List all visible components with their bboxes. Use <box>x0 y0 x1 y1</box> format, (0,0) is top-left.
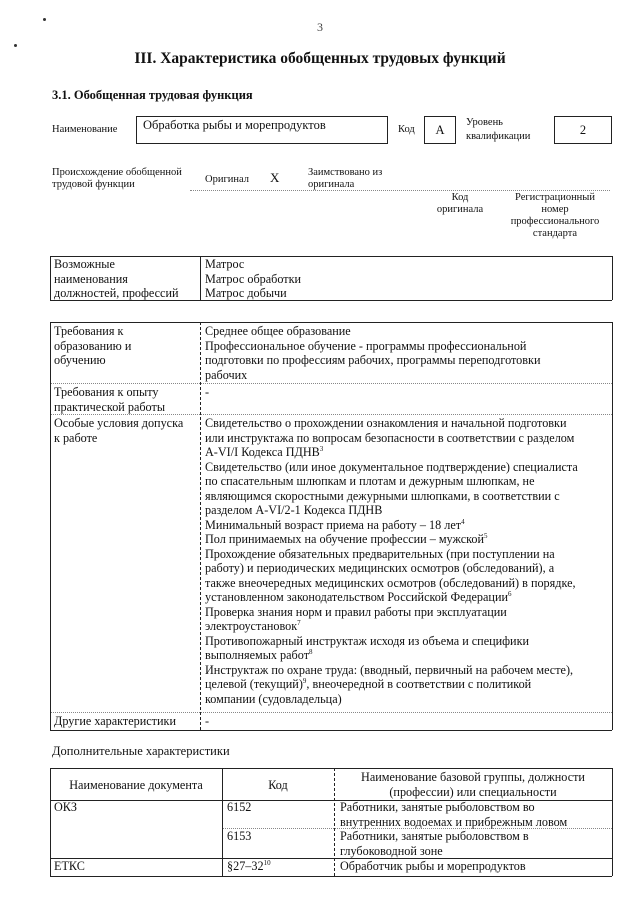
position-item: Матрос <box>205 257 245 271</box>
col-name-header-line: Наименование базовой группы, должности <box>361 770 585 784</box>
original-mark: X <box>270 170 280 185</box>
page-number: 3 <box>317 20 323 34</box>
origin-label <box>52 167 182 191</box>
additional-table-bottom <box>50 876 612 877</box>
registration-line: стандарта <box>532 228 578 239</box>
education-label-line: образованию и <box>54 338 132 353</box>
special-conditions-label <box>54 416 183 445</box>
special-condition-text: Прохождение обязательных предварительных (при поступлении на <box>205 546 555 561</box>
okz-name-line: Работники, занятые рыболовством в <box>340 829 529 843</box>
okz-name-line: Работники, занятые рыболовством во <box>340 800 535 814</box>
name-label: Наименование <box>52 124 118 135</box>
registration-number-label <box>500 192 610 240</box>
special-condition-line <box>205 445 610 460</box>
function-name-value: Обработка рыбы и морепродуктов <box>143 118 326 132</box>
additional-title: Дополнительные характеристики <box>52 744 230 758</box>
okz-name-line: глубоководной зоне <box>340 843 443 858</box>
special-condition-line <box>205 605 610 620</box>
positions-label <box>54 257 179 301</box>
special-condition-line <box>205 590 610 605</box>
experience-label-line: Требования к опыту <box>54 385 159 399</box>
col-code-header: Код <box>268 778 288 792</box>
special-condition-line <box>205 431 610 446</box>
function-name-field <box>136 116 388 144</box>
code-label: Код <box>398 124 415 135</box>
special-condition-text: работу) и периодических медицинских осмотров (обследований), а <box>205 561 555 575</box>
special-condition-line <box>205 460 610 475</box>
section-title: III. Характеристика обобщенных трудовых функций <box>134 50 506 67</box>
positions-list <box>205 257 301 301</box>
borrowed-label-line: оригинала <box>308 179 355 190</box>
special-condition-text: являющимся скоростными дежурными шлюпками, в соответствии с <box>205 488 560 503</box>
col-document-header: Наименование документа <box>69 778 203 792</box>
etks-footnote: 10 <box>263 858 271 867</box>
etks-name: Обработчик рыбы и морепродуктов <box>340 859 526 873</box>
okz-code: 6153 <box>227 829 252 843</box>
education-line: Среднее общее образование <box>205 324 351 338</box>
okz-name <box>340 800 567 829</box>
special-condition-text: Проверка знания норм и правил работы при эксплуатации <box>205 604 507 619</box>
registration-line: Регистрационный <box>515 192 595 203</box>
requirements-row-separator <box>50 414 612 415</box>
special-condition-text: Инструктаж по охране труда: (вводный, первичный на рабочем месте), <box>205 662 574 677</box>
special-condition-line <box>205 547 610 562</box>
okz-code: 6152 <box>227 800 252 814</box>
other-characteristics-value: - <box>205 714 210 728</box>
origin-separator <box>190 190 610 191</box>
requirements-table-right <box>612 322 613 730</box>
special-condition-text: A-VI/I Кодекса ПДНВ <box>205 445 320 459</box>
level-label-line: Уровень <box>466 117 503 128</box>
footnote-ref: 8 <box>309 647 313 656</box>
special-condition-text: также внеочередных медицинских осмотров (обследований) в порядке, <box>205 575 576 590</box>
special-condition-text: по спасательным шлюпкам и плотам и дежурным шлюпкам, не <box>205 474 535 488</box>
special-condition-line <box>205 416 610 431</box>
special-condition-line <box>205 503 610 518</box>
education-label-line: обучению <box>54 353 106 367</box>
special-condition-line <box>205 619 610 634</box>
special-condition-text: или инструктажа по вопросам безопасности в соответствии с разделом <box>205 430 575 445</box>
experience-value: - <box>205 385 210 399</box>
borrowed-label-line: Заимствовано из <box>308 167 383 178</box>
level-value: 2 <box>579 123 587 137</box>
experience-label <box>54 385 165 414</box>
footnote-ref: 7 <box>297 618 301 627</box>
special-condition-text: , внеочередной в соответствии с политикой <box>306 677 532 691</box>
additional-table-right <box>612 768 613 876</box>
additional-row-separator <box>50 858 612 859</box>
origin-label-line: Происхождение обобщенной <box>52 167 182 178</box>
original-label: Оригинал <box>205 174 249 185</box>
special-condition-text: выполняемых работ <box>205 648 310 662</box>
special-condition-text: Пол принимаемых на обучение профессии – мужской <box>205 532 485 546</box>
original-code-label <box>430 192 490 216</box>
etks-code <box>227 859 271 874</box>
special-condition-text: электроустановок <box>205 619 298 633</box>
education-label-line: Требования к <box>54 324 124 338</box>
additional-table-top <box>50 768 612 769</box>
okz-label: ОКЗ <box>54 800 78 814</box>
positions-label-line: наименования <box>54 271 128 286</box>
level-field <box>554 116 612 144</box>
code-value: A <box>435 123 445 137</box>
requirements-table-top <box>50 322 612 323</box>
special-condition-line <box>205 532 610 547</box>
special-condition-line <box>205 561 610 576</box>
original-code-line: оригинала <box>436 204 484 215</box>
special-condition-text: целевой (текущий) <box>205 677 303 691</box>
special-condition-line <box>205 677 610 692</box>
borrowed-label <box>308 167 382 191</box>
special-condition-text: Свидетельство (или иное документальное подтверждение) специалиста <box>205 459 578 474</box>
registration-line: профессионального <box>510 216 600 227</box>
registration-line: номер <box>541 204 569 215</box>
positions-label-line: Возможные <box>54 257 115 271</box>
requirements-row-separator <box>50 383 612 384</box>
footnote-ref: 3 <box>319 444 324 453</box>
special-condition-line <box>205 663 610 678</box>
special-conditions-list <box>205 416 610 706</box>
origin-label-line: трудовой функции <box>52 179 135 190</box>
positions-table-right <box>612 256 613 300</box>
special-condition-line <box>205 692 610 707</box>
special-condition-line <box>205 576 610 591</box>
positions-label-line: должностей, профессий <box>54 286 179 300</box>
special-condition-text: разделом A-VI/2-1 Кодекса ПДНВ <box>205 503 383 517</box>
other-characteristics-label: Другие характеристики <box>54 714 176 728</box>
special-condition-text: Противопожарный инструктаж исходя из объема и специфики <box>205 633 530 648</box>
requirements-table-bottom <box>50 730 612 731</box>
etks-label: ЕТКС <box>54 859 85 873</box>
special-label-line: к работе <box>54 430 98 445</box>
requirements-row-separator <box>50 712 612 713</box>
special-label-line: Особые условия допуска <box>54 416 184 430</box>
experience-label-line: практической работы <box>54 399 166 414</box>
footnote-ref: 6 <box>508 589 512 598</box>
footnote-ref: 5 <box>484 531 488 540</box>
special-condition-text: компании (судовладельца) <box>205 691 342 706</box>
etks-code-text: §27–32 <box>227 859 264 873</box>
special-condition-line <box>205 489 610 504</box>
positions-table-divider <box>200 256 201 300</box>
positions-table-left <box>50 256 51 300</box>
position-item: Матрос обработки <box>205 271 302 286</box>
okz-name <box>340 829 529 858</box>
education-line: рабочих <box>205 367 248 382</box>
education-line: Профессиональное обучение - программы профессиональной <box>205 338 527 353</box>
education-line: подготовки по профессиям рабочих, программы переподготовки <box>205 353 541 367</box>
special-condition-line <box>205 634 610 649</box>
special-condition-text: Минимальный возраст приема на работу – 18 лет <box>205 517 462 532</box>
col-name-header <box>334 770 612 799</box>
special-condition-text: Свидетельство о прохождении ознакомления и начальной подготовки <box>205 416 567 430</box>
original-code-line: Код <box>451 192 469 203</box>
scan-dot <box>43 18 46 21</box>
col-name-header-line: (профессии) или специальности <box>389 784 557 799</box>
education-label <box>54 324 131 368</box>
level-label-line: квалификации <box>466 131 531 142</box>
special-condition-line <box>205 518 610 533</box>
subsection-title: 3.1. Обобщенная трудовая функция <box>52 88 253 102</box>
footnote-ref: 4 <box>461 517 465 526</box>
position-item: Матрос добычи <box>205 286 287 300</box>
okz-name-line: внутренних водоемах и прибрежным ловом <box>340 814 568 829</box>
education-value <box>205 324 540 382</box>
scan-dot <box>14 44 17 47</box>
requirements-table-left <box>50 322 51 730</box>
special-condition-text: установленном законодательством Российской Федерации <box>205 590 509 604</box>
special-condition-line <box>205 474 610 489</box>
code-field <box>424 116 456 144</box>
requirements-table-divider <box>200 322 201 730</box>
footnote-ref: 9 <box>302 676 307 685</box>
level-label <box>466 117 530 143</box>
special-condition-line <box>205 648 610 663</box>
